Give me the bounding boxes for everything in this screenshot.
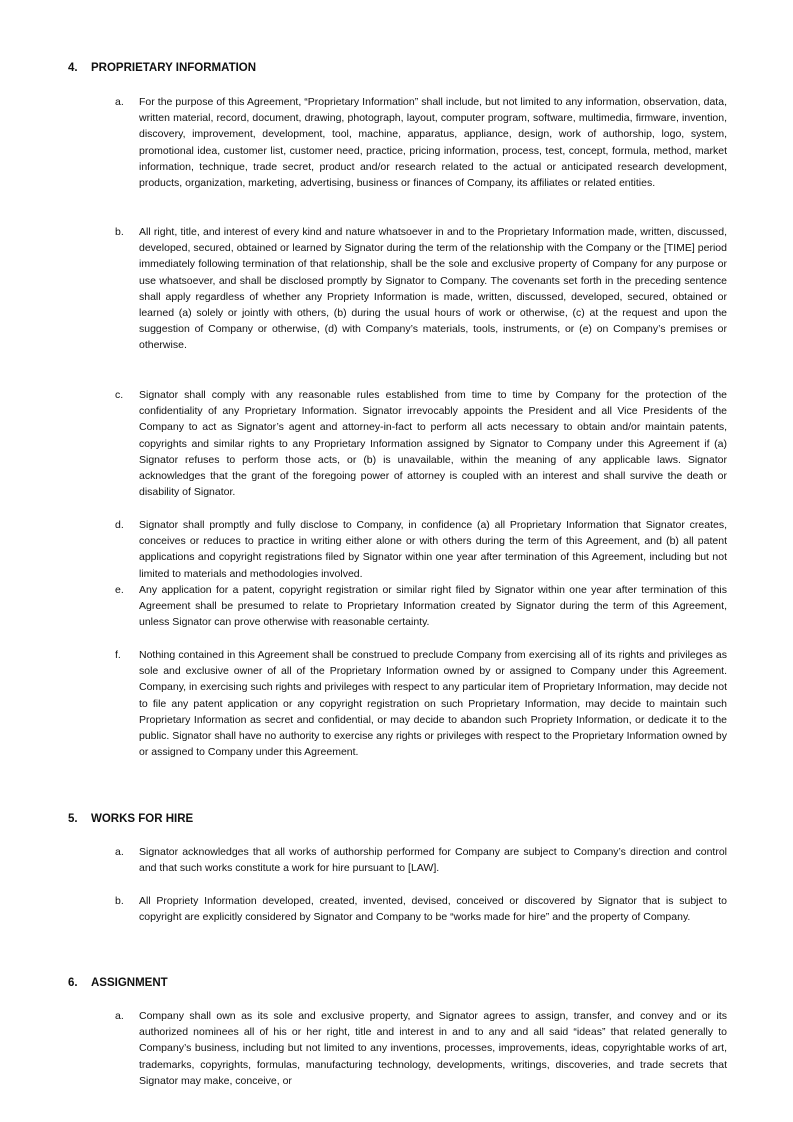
section-4-item-c	[115, 387, 727, 500]
item-text: Signator shall comply with any reasonable rules established from time to time by Company for the protection of the confidentiality of any Proprietary Information. Signator irrevocably appoints the President and all Vice Presidents of the Company to act as Signator’s agent and attorney-in-fact to perform all acts necessary to obtain and/or maintain patents, copyrights and similar rights to any Proprietary Information assigned by Signator to Company under this Agreement if (a) Signator refuses to perform those acts, or (b) is unavailable, within the meaning of any applicable laws. Signator acknowledges that the grant of the foregoing power of attorney is coupled with an interest and shall survive the death or disability of Signator.	[139, 389, 727, 499]
section-4-item-f	[115, 647, 727, 760]
section-6-heading	[68, 975, 168, 991]
item-text: For the purpose of this Agreement, “Proprietary Information” shall include, but not limited to any information, observation, data, written material, record, document, drawing, photograph, layout, computer program, software, multimedia, firmware, invention, discovery, improvement, development, tool, machine, apparatus, appliance, design, work of authorship, logo, system, promotional idea, customer list, customer need, practice, pricing information, process, test, concept, formula, method, market information, technique, trade secret, product and/or research related to the actual or anticipated research development, products, organization, marketing, advertising, business or finances of Company, its affiliates or related entities.	[139, 96, 727, 190]
section-5-item-a	[115, 844, 727, 876]
section-4-item-d	[115, 517, 727, 582]
section-5-heading	[68, 811, 193, 827]
section-4-item-b	[115, 224, 727, 354]
item-text: Signator acknowledges that all works of authorship performed for Company are subject to Company’s direction and control and that such works constitute a work for hire pursuant to [LAW].	[139, 846, 727, 875]
section-title: ASSIGNMENT	[91, 977, 168, 989]
item-text: Company shall own as its sole and exclusive property, and Signator agrees to assign, transfer, and convey and or its authorized nominees all of his or her right, title and interest in and to any and all said “ideas” that related generally to Company’s business, including but not limited to any inventions, processes, improvements, ideas, copyrightable works of art, trademarks, copyrights, formulas, manufacturing technology, developments, writings, discoveries, and trade secrets that Signator may make, conceive, or	[139, 1010, 727, 1087]
item-letter: b.	[115, 895, 124, 907]
item-text: Signator shall promptly and fully disclose to Company, in confidence (a) all Proprietary Information that Signator creates, conceives or reduces to practice in writing either alone or with others during the term of this Agreement, and (b) all patent applications and copyright registrations filed by Signator within one year after termination of this Agreement, including but not limited to materials and methodologies involved.	[139, 519, 727, 580]
item-letter: a.	[115, 1010, 124, 1022]
section-6-item-a	[115, 1008, 727, 1089]
item-letter: b.	[115, 226, 124, 238]
section-number: 6.	[68, 977, 78, 989]
item-text: All Propriety Information developed, created, invented, devised, conceived or discovered by Signator that is subject to copyright are explicitly considered by Signator and Company to be “works made for hire” and the property of Company.	[139, 895, 727, 924]
section-number: 5.	[68, 813, 78, 825]
section-title: WORKS FOR HIRE	[91, 813, 194, 825]
item-letter: c.	[115, 389, 124, 401]
section-number: 4.	[68, 62, 78, 74]
section-4-heading	[68, 60, 256, 76]
section-title: PROPRIETARY INFORMATION	[91, 62, 257, 74]
item-text: All right, title, and interest of every kind and nature whatsoever in and to the Proprietary Information made, written, discussed, developed, secured, obtained or learned by Signator during the term of the relationship with the Company or the [TIME] period immediately following termination of that relationship, shall be the sole and exclusive property of Company for any purpose or use whatsoever, and shall be disclosed promptly by Signator to Company. The covenants set forth in the preceding sentence shall apply regardless of whether any Propriety Information is made, written, discussed, developed, secured, obtained or learned (a) solely or jointly with others, (b) during the usual hours of work or otherwise, (c) at the request and upon the suggestion of Company or otherwise, (d) with Company’s materials, tools, instruments, or (e) on Company’s premises or otherwise.	[139, 226, 727, 352]
item-letter: a.	[115, 846, 124, 858]
item-letter: a.	[115, 96, 124, 108]
item-letter: f.	[115, 649, 121, 661]
section-4-item-a	[115, 94, 727, 191]
section-5-item-b	[115, 893, 727, 925]
section-4-item-e	[115, 582, 727, 631]
item-letter: d.	[115, 519, 124, 531]
item-text: Any application for a patent, copyright registration or similar right filed by Signator within one year after termination of this Agreement shall be presumed to relate to Proprietary Information created by Signator during the term of this Agreement, unless Signator can prove otherwise with reasonable certainty.	[139, 584, 727, 629]
item-letter: e.	[115, 584, 124, 596]
item-text: Nothing contained in this Agreement shall be construed to preclude Company from exercising all of its rights and privileges as sole and exclusive owner of all of the Proprietary Information owned by or assigned to Company under this Agreement. Company, in exercising such rights and privileges with respect to any particular item of Proprietary Information, may decide not to file any patent application or any copyright registration on such Proprietary Information, may decide to maintain such Proprietary Information as secret and confidential, or may decide to abandon such Propriety Information, or dedicate it to the public. Signator shall have no authority to exercise any rights or privileges with respect to the Proprietary Information owned by or assigned to Company under this Agreement.	[139, 649, 727, 759]
